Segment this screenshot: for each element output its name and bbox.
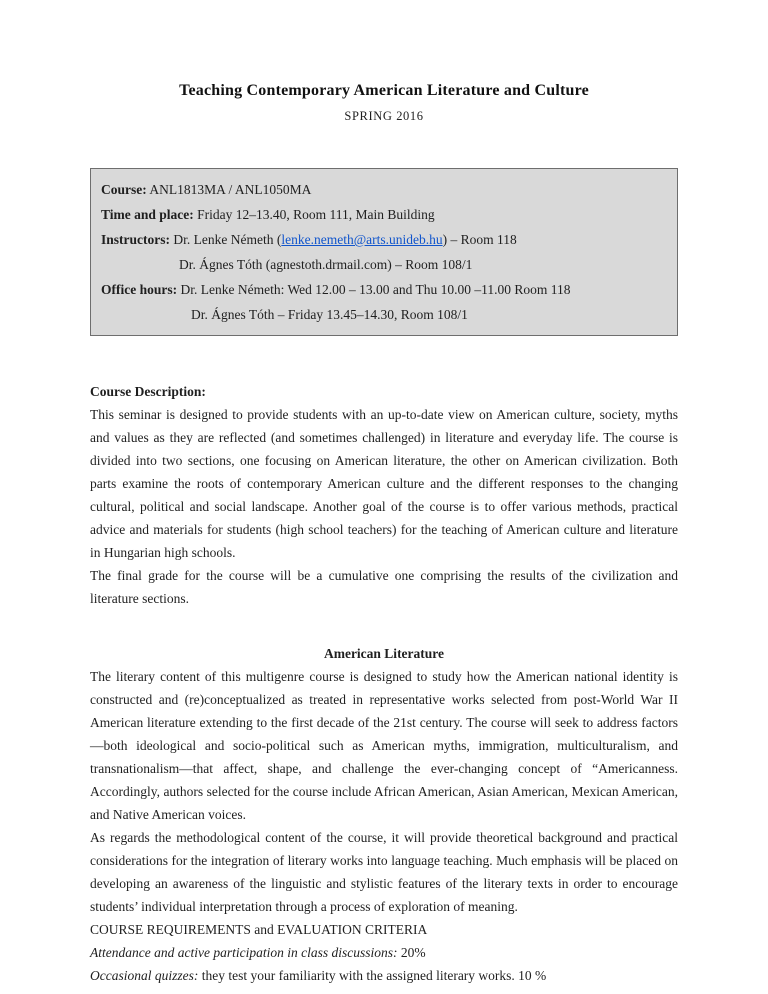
requirements-title: COURSE REQUIREMENTS and EVALUATION CRITERIA bbox=[90, 922, 428, 937]
course-description-section bbox=[90, 380, 678, 610]
document-subtitle: SPRING 2016 bbox=[344, 109, 424, 123]
instructor-email-link[interactable]: lenke.nemeth@arts.unideb.hu bbox=[281, 232, 443, 247]
course-value: ANL1813MA / ANL1050MA bbox=[146, 182, 312, 197]
attendance-requirement-value: 20% bbox=[397, 945, 426, 960]
instructor-two-line: Dr. Ágnes Tóth (agnestoth.drmail.com) – Room 108/1 bbox=[179, 257, 473, 272]
quizzes-requirement-label: Occasional quizzes: bbox=[90, 968, 199, 983]
american-literature-section bbox=[90, 665, 678, 987]
instructor-one-post: ) – Room 118 bbox=[442, 232, 517, 247]
office-hours-second-line: Dr. Ágnes Tóth – Friday 13.45–14.30, Room 108/1 bbox=[191, 307, 468, 322]
course-description-paragraph-2: The final grade for the course will be a cumulative one comprising the results of the civilization and literature sections. bbox=[90, 568, 678, 606]
office-hours-line bbox=[101, 277, 667, 302]
american-literature-heading: American Literature bbox=[323, 646, 445, 661]
instructors-label: Instructors: bbox=[101, 232, 170, 247]
office-hours-value: Dr. Lenke Németh: Wed 12.00 – 13.00 and Thu 10.00 –11.00 Room 118 bbox=[177, 282, 571, 297]
time-place-value: Friday 12–13.40, Room 111, Main Building bbox=[193, 207, 435, 222]
time-place-line bbox=[101, 202, 667, 227]
attendance-requirement-label: Attendance and active participation in class discussions: bbox=[90, 945, 398, 960]
course-code-line bbox=[101, 177, 667, 202]
course-label: Course: bbox=[101, 182, 147, 197]
instructors-line bbox=[101, 227, 667, 252]
attendance-requirement-line bbox=[90, 941, 678, 964]
document-title: Teaching Contemporary American Literature and Culture bbox=[179, 82, 589, 99]
course-description-paragraph-1: This seminar is designed to provide students with an up-to-date view on American culture, society, myths and values as they are reflected (and sometimes challenged) in literature and everyday life. The course is divided into two sections, one focusing on American literature, the other on American civilization. Both parts examine the roots of contemporary American culture and the different responses to the changing cultural, political and social landscape. Another goal of the course is to offer various methods, practical advice and materials for students (high school teachers) for the teaching of American culture and literature in Hungarian high schools. bbox=[90, 407, 678, 560]
american-literature-paragraph-2: As regards the methodological content of the course, it will provide theoretical background and practical considerations for the integration of literary works into language teaching. Much emphasis will be placed on developing an awareness of the linguistic and stylistic features of the literary texts in order to encourage students’ individual interpretation through a process of exploration of meaning. bbox=[90, 830, 678, 914]
time-place-label: Time and place: bbox=[101, 207, 194, 222]
course-info-box bbox=[90, 168, 678, 336]
course-description-heading: Course Description: bbox=[90, 384, 206, 399]
instructor-one-pre: Dr. Lenke Németh ( bbox=[170, 232, 282, 247]
quizzes-requirement-line bbox=[90, 964, 678, 987]
quizzes-requirement-value: they test your familiarity with the assigned literary works. 10 % bbox=[198, 968, 547, 983]
american-literature-paragraph-1: The literary content of this multigenre course is designed to study how the American national identity is constructed and (re)conceptualized as treated in representative works selected from post-World War II American literature extending to the first decade of the 21st century. The course will seek to address factors—both ideological and socio-political such as American myths, immigration, multiculturalism, and transnationalism—that affect, shape, and challenge the ever-changing concept of “Americanness. Accordingly, authors selected for the course include African American, Asian American, Mexican American, and Native American voices. bbox=[90, 669, 678, 822]
office-hours-label: Office hours: bbox=[101, 282, 178, 297]
